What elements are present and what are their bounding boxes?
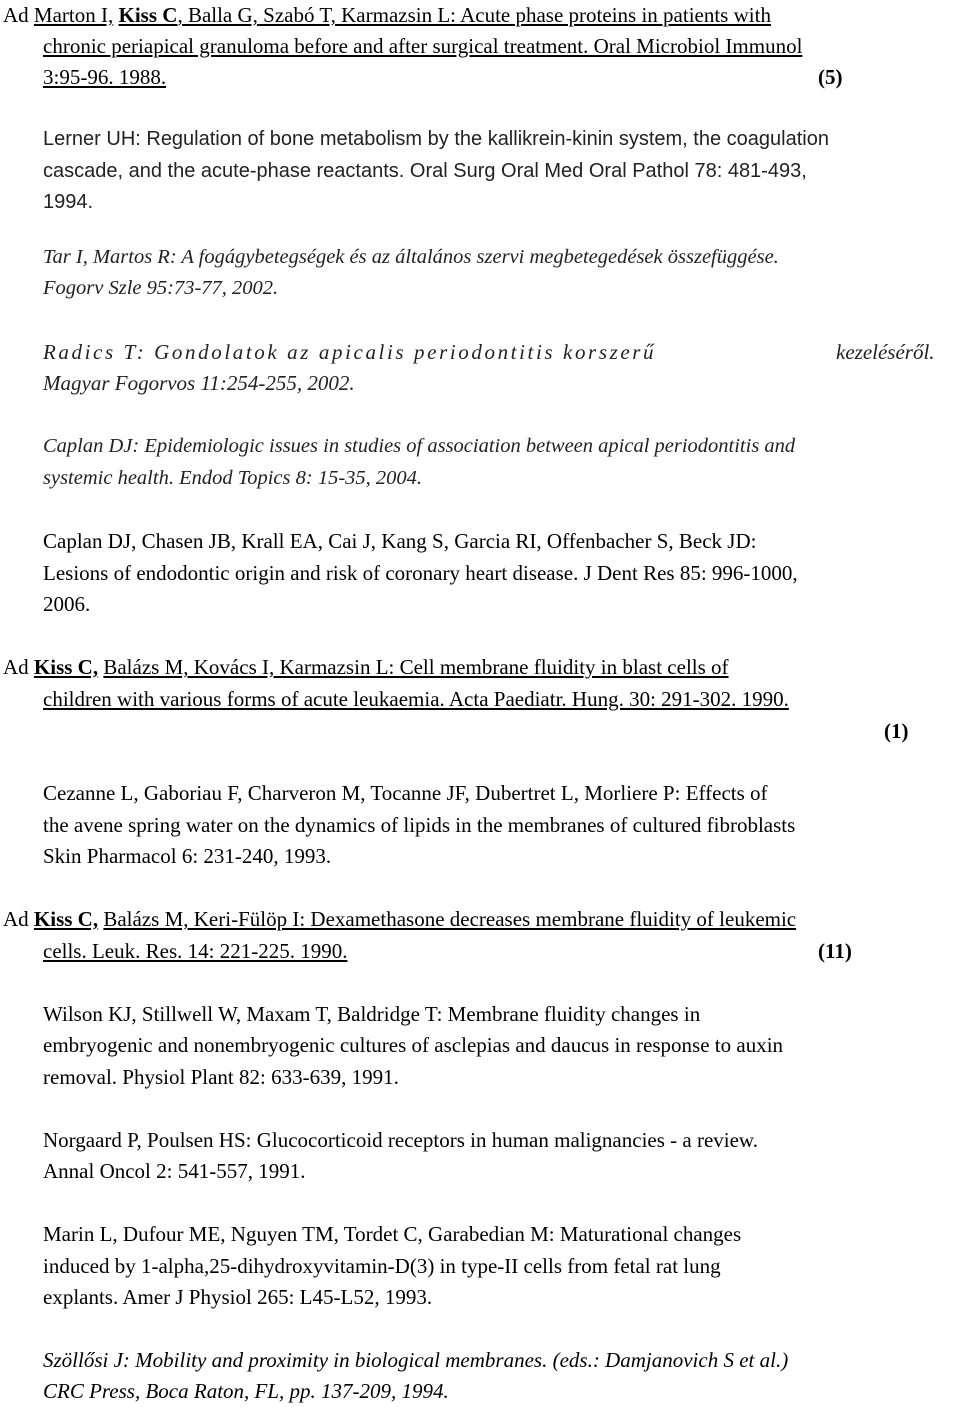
cite10-line2: CRC Press, Boca Raton, FL, pp. 137-209, 1994.: [43, 1379, 449, 1403]
ref3-count: (11): [818, 939, 852, 963]
cite6-line1: Cezanne L, Gaboriau F, Charveron M, Tocanne JF, Dubertret L, Morliere P: Effects of: [43, 781, 768, 805]
ad-prefix: Ad: [3, 655, 29, 679]
ref2-line1: [3, 654, 729, 680]
cite6-line3: Skin Pharmacol 6: 231-240, 1993.: [43, 844, 332, 868]
ref3-line1: [3, 906, 796, 932]
cite4-line1: Caplan DJ: Epidemiologic issues in studies of association between apical periodontitis and: [43, 435, 796, 457]
cite4-line2: systemic health. Endod Topics 8: 15-35, 2004.: [43, 467, 423, 489]
cite7-line3: removal. Physiol Plant 82: 633-639, 1991.: [43, 1065, 399, 1089]
cite1-line1: Lerner UH: Regulation of bone metabolism by the kallikrein-kinin system, the coagulation: [43, 128, 829, 150]
cite1-line2: cascade, and the acute-phase reactants. Oral Surg Oral Med Oral Pathol 78: 481-493,: [43, 160, 807, 182]
cite3-line1: Radics T: Gondolatok az apicalis periodontitis korszerű: [43, 340, 657, 364]
ref2-author-bold: Kiss C,: [33, 655, 99, 679]
ad-prefix: Ad: [3, 3, 29, 27]
cite7-line1: Wilson KJ, Stillwell W, Maxam T, Baldridge T: Membrane fluidity changes in: [43, 1002, 701, 1026]
ref1-author: Marton I,: [33, 3, 114, 27]
ref1-count: (5): [818, 65, 843, 89]
ref1-line1: [3, 2, 771, 28]
cite7-line2: embryogenic and nonembryogenic cultures of asclepias and daucus in response to auxin: [43, 1033, 784, 1057]
cite3-line1-end: kezeléséről.: [836, 340, 935, 364]
ref3-line2: cells. Leuk. Res. 14: 221-225. 1990.: [43, 939, 348, 963]
ref2-line2: children with various forms of acute leukaemia. Acta Paediatr. Hung. 30: 291-302. 1990.: [43, 687, 789, 711]
cite9-line2: induced by 1-alpha,25-dihydroxyvitamin-D(3) in type-II cells from fetal rat lung: [43, 1254, 721, 1278]
cite9-line1: Marin L, Dufour ME, Nguyen TM, Tordet C, Garabedian M: Maturational changes: [43, 1222, 742, 1246]
cite1-line3: 1994.: [43, 191, 94, 213]
cite8-line2: Annal Oncol 2: 541-557, 1991.: [43, 1159, 306, 1183]
cite2-line2: Fogorv Szle 95:73-77, 2002.: [43, 277, 279, 299]
ref2-line1-rest: Balázs M, Kovács I, Karmazsin L: Cell membrane fluidity in blast cells of: [103, 655, 729, 679]
ref1-line2: chronic periapical granuloma before and after surgical treatment. Oral Microbiol Immunol: [43, 34, 803, 58]
cite5-line1: Caplan DJ, Chasen JB, Krall EA, Cai J, Kang S, Garcia RI, Offenbacher S, Beck JD:: [43, 529, 757, 553]
cite6-line2: the avene spring water on the dynamics of lipids in the membranes of cultured fibroblasts: [43, 813, 796, 837]
cite5-line2: Lesions of endodontic origin and risk of coronary heart disease. J Dent Res 85: 996-1000,: [43, 561, 798, 585]
cite5-line3: 2006.: [43, 592, 91, 616]
cite10-line1: Szöllősi J: Mobility and proximity in biological membranes. (eds.: Damjanovich S et al.): [43, 1348, 789, 1372]
ref1-line3: 3:95-96. 1988.: [43, 65, 167, 89]
cite3-line2: Magyar Fogorvos 11:254-255, 2002.: [43, 371, 355, 395]
cite8-line1: Norgaard P, Poulsen HS: Glucocorticoid receptors in human malignancies - a review.: [43, 1128, 758, 1152]
ref3-author-bold: Kiss C,: [33, 907, 99, 931]
cite9-line3: explants. Amer J Physiol 265: L45-L52, 1993.: [43, 1285, 433, 1309]
ref1-author-bold: Kiss C: [118, 3, 178, 27]
ref3-line1-rest: Balázs M, Keri-Fülöp I: Dexamethasone decreases membrane fluidity of leukemic: [103, 907, 797, 931]
ref2-count: (1): [884, 719, 909, 743]
ad-prefix: Ad: [3, 907, 29, 931]
ref1-line1-rest: , Balla G, Szabó T, Karmazsin L: Acute phase proteins in patients with: [177, 3, 771, 27]
cite2-line1: Tar I, Martos R: A fogágybetegségek és az általános szervi megbetegedések összefüggése.: [43, 246, 779, 268]
